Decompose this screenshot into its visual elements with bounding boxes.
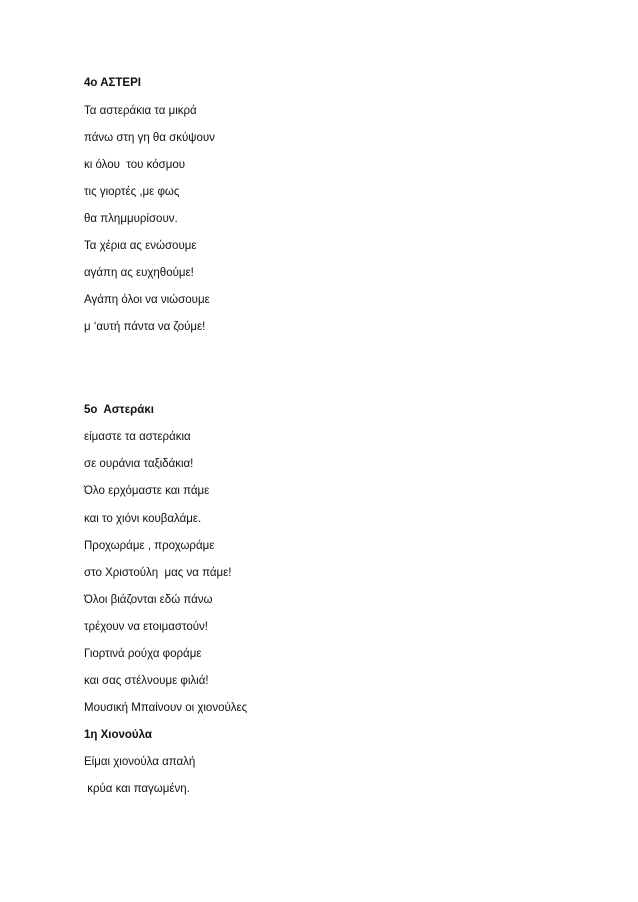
poem-line: κι όλου του κόσμου — [84, 159, 186, 171]
poem-line: Μουσική Μπαίνουν οι χιονούλες — [84, 702, 248, 714]
poem-line: στο Χριστούλη μας να πάμε! — [84, 567, 232, 579]
poem-line: σε ουράνια ταξιδάκια! — [84, 458, 194, 470]
poem-line: είμαστε τα αστεράκια — [84, 431, 191, 443]
poem-line: πάνω στη γη θα σκύψουν — [84, 132, 215, 144]
section-heading: 5ο Αστεράκι — [84, 404, 154, 416]
poem-line: θα πλημμυρίσουν. — [84, 213, 178, 225]
poem-line: Τα αστεράκια τα μικρά — [84, 105, 197, 117]
poem-line: Αγάπη όλοι να νιώσουμε — [84, 294, 210, 306]
poem-line: και το χιόνι κουβαλάμε. — [84, 513, 202, 525]
poem-line: τρέχουν να ετοιμαστούν! — [84, 621, 209, 633]
poem-line: Όλο ερχόμαστε και πάμε — [84, 485, 210, 497]
section-heading: 4ο ΑΣΤΕΡΙ — [84, 77, 141, 89]
poem-line: μ ‘αυτή πάντα να ζούμε! — [84, 321, 206, 333]
poem-line: και σας στέλνουμε φιλιά! — [84, 675, 209, 687]
poem-line: Τα χέρια ας ενώσουμε — [84, 240, 197, 252]
section-heading: 1η Χιονούλα — [84, 729, 152, 741]
poem-line: κρύα και παγωμένη. — [84, 783, 190, 795]
poem-line: Προχωράμε , προχωράμε — [84, 540, 215, 552]
poem-line: Όλοι βιάζονται εδώ πάνω — [84, 594, 213, 606]
poem-line: Είμαι χιονούλα απαλή — [84, 756, 196, 768]
poem-line: Γιορτινά ρούχα φοράμε — [84, 648, 202, 660]
poem-line: αγάπη ας ευχηθούμε! — [84, 267, 194, 279]
poem-line: τις γιορτές ,με φως — [84, 186, 180, 198]
